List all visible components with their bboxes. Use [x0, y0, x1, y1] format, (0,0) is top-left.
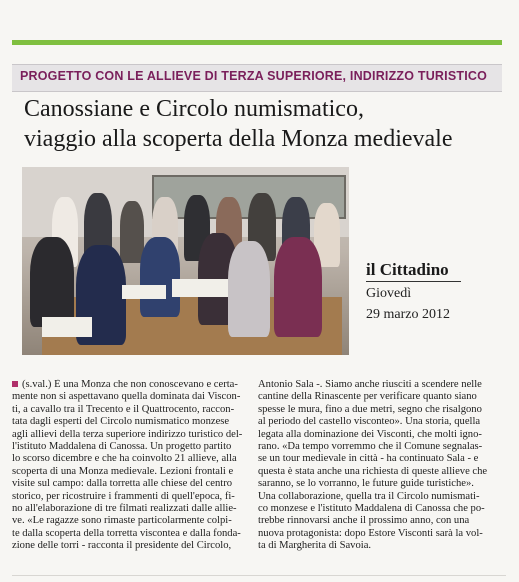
photo-paper	[122, 285, 166, 299]
photo-person	[30, 237, 74, 327]
body-line: trebbe rinnovarsi anche il prossimo anno, con una	[258, 515, 470, 527]
body-line: rano. «Da tempo vorremmo che il Comune segnalas-	[258, 441, 483, 453]
article-photo	[22, 167, 349, 355]
masthead-rule	[366, 281, 461, 282]
photo-paper	[172, 279, 228, 297]
body-line: storico, per ricostruire i frammenti di quell'epoca, fi-	[12, 490, 235, 502]
article-column-2	[258, 379, 506, 553]
body-line: legata alla dominazione dei Visconti, che molti igno-	[258, 428, 482, 440]
body-line: al periodo del castello visconteo». Una storia, quella	[258, 416, 481, 428]
body-line: spesse le mura, fino a due metri, segno che risalgono	[258, 403, 482, 415]
body-line: ti, a cavallo tra il Trecento e il Quattrocento, raccon-	[12, 403, 235, 415]
publication-day: Giovedì	[366, 286, 412, 301]
photo-person	[274, 237, 322, 337]
body-line: agli allievi della terza superiore indirizzo turistico del-	[12, 428, 243, 440]
photo-person	[140, 237, 180, 317]
bottom-rule	[12, 575, 506, 576]
body-line: cantine della Rinascente per verificare quanto siano	[258, 391, 477, 403]
kicker-text: PROGETTO CON LE ALLIEVE DI TERZA SUPERIORE, INDIRIZZO TURISTICO	[20, 69, 488, 83]
body-line: Una collaborazione, quella tra il Circolo numismati-	[258, 490, 480, 502]
body-line: ve. «Le ragazze sono rimaste particolarmente colpi-	[12, 515, 232, 527]
body-line: l'istituto Maddalena di Canossa. Un progetto partito	[12, 441, 232, 453]
publication-name: il Cittadino	[366, 260, 449, 279]
body-line: lo scorso dicembre e che ha coinvolto 21 allieve, alla	[12, 453, 237, 465]
body-line: questa è stata anche una richiesta di queste allieve che	[258, 465, 488, 477]
top-accent-bar	[12, 40, 502, 45]
photo-person	[228, 241, 270, 337]
photo-person	[120, 201, 144, 263]
body-line: saranno, se lo vorranno, le future guide turistiche».	[258, 478, 474, 490]
body-line: visite sul campo: dalla torretta alle chiese del centro	[12, 478, 233, 490]
body-line: nuova protagonista: dopo Estore Visconti sarà la vol-	[258, 527, 483, 539]
section-bullet-icon	[12, 381, 18, 387]
headline-line-1: Canossiane e Circolo numismatico,	[24, 96, 364, 122]
body-line: te dalla scoperta della torretta viscontea e dalla fonda-	[12, 527, 241, 539]
body-line: co monzese e l'istituto Maddalena di Canossa che po-	[258, 503, 485, 515]
body-line: (s.val.) È una Monza che non conoscevano e certa-	[12, 379, 250, 391]
body-line: Antonio Sala -. Siamo anche riusciti a scendere nelle	[258, 379, 482, 390]
headline	[24, 94, 504, 154]
body-line: ta di Margherita di Savoia.	[258, 540, 372, 552]
headline-line-2: viaggio alla scoperta della Monza medievale	[24, 126, 453, 152]
body-line: mente non si aspettavano quella dominata dai Viscon-	[12, 391, 241, 403]
photo-paper	[42, 317, 92, 337]
body-line: scoperta di una Monza medievale. Lezioni frontali e	[12, 465, 234, 477]
body-line: zione delle torri - racconta il presidente del Circolo,	[12, 540, 232, 552]
body-line: tata dagli esperti del Circolo numismatico monzese	[12, 416, 230, 428]
body-line: se un tour medievale in città - ha continuato Sala - e	[258, 453, 479, 465]
body-line: no all'elaborazione di tre filmati realizzati dalle allie-	[12, 503, 237, 515]
publication-date: 29 marzo 2012	[366, 307, 450, 322]
article-column-1	[12, 379, 250, 553]
